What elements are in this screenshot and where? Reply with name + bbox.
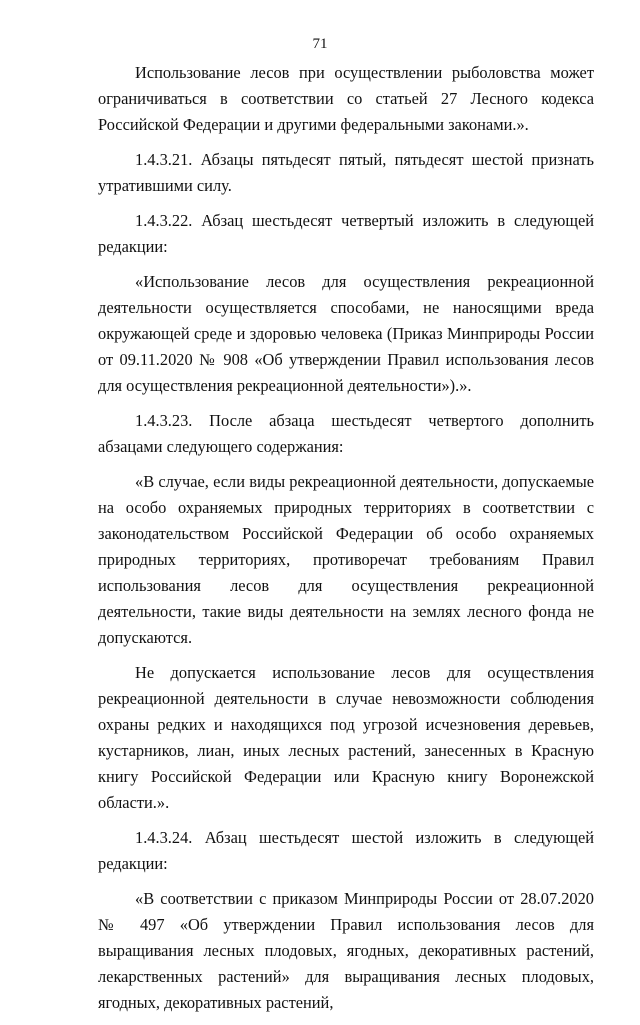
document-body (98, 60, 594, 1025)
paragraph-protected-territories-quote: «В случае, если виды рекреационной деятельности, допускаемые на особо охраняемых природных территориях в соответствии с законодательством Российской Федерации об особо охраняемых природных территориях, противоречат требованиям Правил использования лесов для осуществления рекреационной деятельности, такие виды деятельности на землях лесного фонда не допускаются. (98, 472, 594, 647)
paragraph-1-4-3-22: 1.4.3.22. Абзац шестьдесят четвертый изложить в следующей редакции: (98, 211, 594, 256)
paragraph-red-book-quote: Не допускается использование лесов для осуществления рекреационной деятельности в случае невозможности соблюдения охраны редких и находящихся под угрозой исчезновения деревьев, кустарников, лиан, иных лесных растений, занесенных в Красную книгу Российской Федерации или Красную книгу Воронежской области.». (98, 663, 594, 812)
paragraph-1-4-3-23: 1.4.3.23. После абзаца шестьдесят четвертого дополнить абзацами следующего содержания: (98, 411, 594, 456)
paragraph-1-4-3-21: 1.4.3.21. Абзацы пятьдесят пятый, пятьдесят шестой признать утратившими силу. (98, 150, 594, 195)
page-number: 71 (312, 36, 328, 52)
paragraph-recreational-use-quote: «Использование лесов для осуществления рекреационной деятельности осуществляется способами, не наносящими вреда окружающей среде и здоровью человека (Приказ Минприроды России от 09.11.2020 № 908 «Об утверждении Правил использования лесов для осуществления рекреационной деятельности»).». (98, 272, 594, 395)
paragraph-cultivation-quote: «В соответствии с приказом Минприроды России от 28.07.2020 № 497 «Об утверждении Правил использования лесов для выращивания лесных плодовых, ягодных, декоративных растений, лекарственных растений» для выращивания лесных плодовых, ягодных, декоративных растений, (98, 889, 594, 1012)
paragraph-fishing-forest-use: Использование лесов при осуществлении рыболовства может ограничиваться в соответствии со статьей 27 Лесного кодекса Российской Федерации и другими федеральными законами.». (98, 63, 594, 134)
paragraph-1-4-3-24: 1.4.3.24. Абзац шестьдесят шестой изложить в следующей редакции: (98, 828, 594, 873)
